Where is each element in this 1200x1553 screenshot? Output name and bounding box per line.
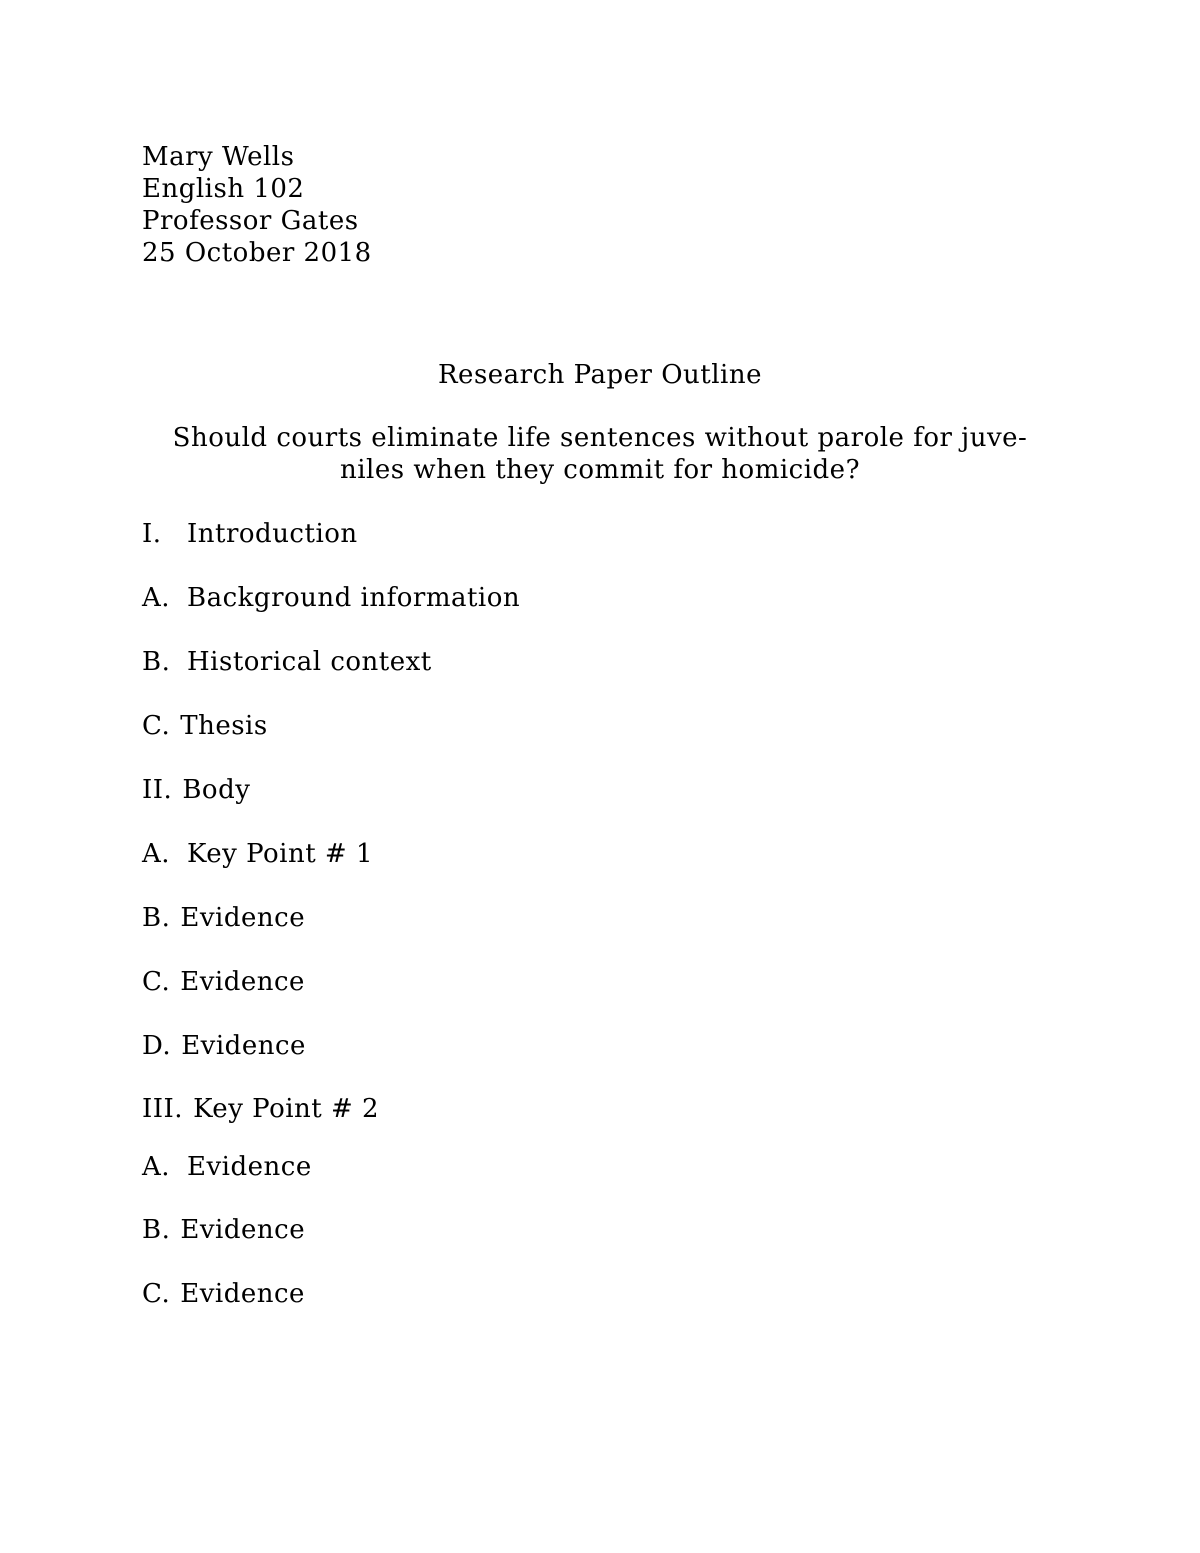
outline-marker: B. xyxy=(142,647,171,677)
outline-text: Key Point # 2 xyxy=(193,1094,380,1124)
outline-text: Historical context xyxy=(187,647,432,677)
outline-item-evidence xyxy=(142,1030,306,1062)
outline-marker: II. xyxy=(142,775,173,805)
outline-item-evidence xyxy=(142,1151,312,1183)
outline-item-background xyxy=(142,582,520,614)
outline-item-historical-context xyxy=(142,646,432,678)
outline-text: Evidence xyxy=(180,1215,306,1245)
outline-marker: D. xyxy=(142,1031,172,1061)
outline-text: Body xyxy=(182,775,251,805)
outline-item-evidence xyxy=(142,1214,305,1246)
professor-name: Professor Gates xyxy=(142,206,359,236)
research-question-line: Should courts eliminate life sentences without parole for juve- xyxy=(172,423,1028,453)
research-question-line: niles when they commit for homicide? xyxy=(339,455,861,485)
author-name: Mary Wells xyxy=(142,142,295,172)
outline-text: Evidence xyxy=(180,1279,305,1309)
outline-marker: A. xyxy=(142,1152,171,1182)
outline-marker: C. xyxy=(142,967,171,997)
outline-text: Thesis xyxy=(180,711,268,741)
outline-text: Evidence xyxy=(180,903,306,933)
outline-marker: A. xyxy=(142,583,171,613)
outline-marker: C. xyxy=(142,711,171,741)
outline-item-thesis xyxy=(142,710,268,742)
outline-item-evidence xyxy=(142,1278,305,1310)
outline-item-body xyxy=(142,774,250,806)
outline-item-evidence xyxy=(142,902,305,934)
outline-marker: III. xyxy=(142,1094,184,1124)
outline-item-key-point-1 xyxy=(142,838,373,870)
outline-item-introduction xyxy=(142,518,358,550)
outline-marker: I. xyxy=(142,519,162,549)
outline-marker: B. xyxy=(142,903,171,933)
course-name: English 102 xyxy=(142,174,305,204)
outline-text: Introduction xyxy=(187,519,358,549)
research-question xyxy=(160,422,1040,486)
page-title: Research Paper Outline xyxy=(437,360,762,390)
outline-text: Key Point # 1 xyxy=(187,839,374,869)
outline-marker: B. xyxy=(142,1215,171,1245)
outline-marker: A. xyxy=(142,839,171,869)
outline-text: Evidence xyxy=(181,1031,306,1061)
header-block xyxy=(142,141,372,269)
outline-item-key-point-2 xyxy=(142,1093,379,1125)
outline-item-evidence xyxy=(142,966,305,998)
outline-marker: C. xyxy=(142,1279,171,1309)
outline-text: Background information xyxy=(187,583,521,613)
outline-text: Evidence xyxy=(180,967,305,997)
outline-text: Evidence xyxy=(187,1152,312,1182)
document-date: 25 October 2018 xyxy=(142,238,372,268)
